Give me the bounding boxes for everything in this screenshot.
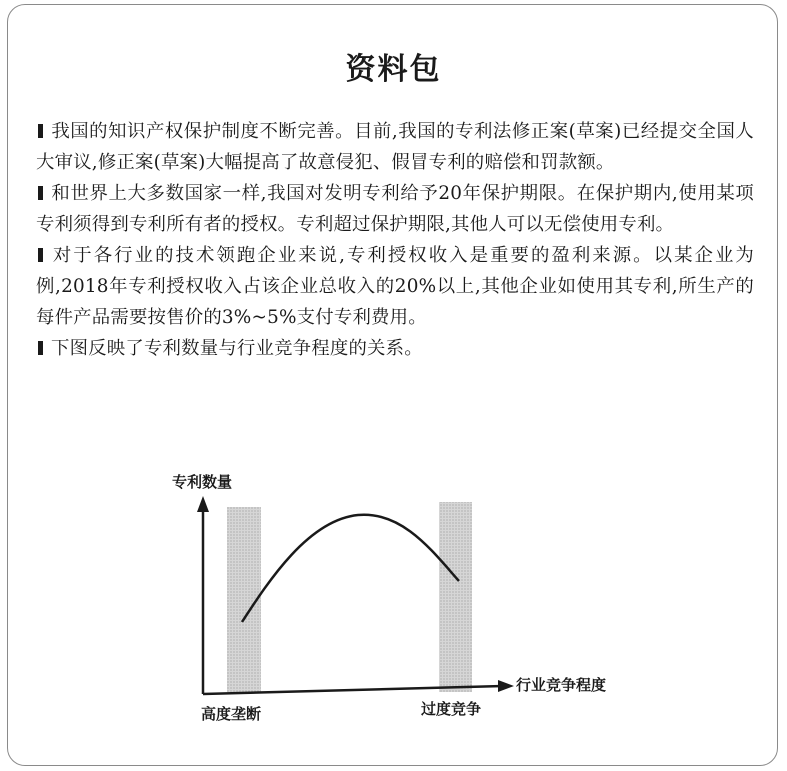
right-band-label: 过度竞争 — [421, 700, 482, 718]
patent-competition-figure — [158, 462, 628, 730]
paragraph-1 — [36, 116, 754, 178]
left-band-label: 高度垄断 — [201, 705, 262, 723]
y-axis-arrow-icon — [197, 496, 209, 512]
paragraph-3-text: 对于各行业的技术领跑企业来说,专利授权收入是重要的盈利来源。以某企业为例,2018年专利授权收入占该企业总收入的20%以上,其他企业如使用其专利,所生产的每件产品需要按售价的3%~5%支付专利费用。 — [36, 245, 754, 328]
bullet-icon — [38, 124, 43, 138]
paragraph-4 — [36, 333, 754, 364]
x-axis-arrow-icon — [498, 680, 514, 692]
patent-curve — [242, 515, 459, 622]
right-band — [439, 502, 472, 692]
paragraph-2 — [36, 178, 754, 240]
y-axis-label: 专利数量 — [172, 473, 233, 491]
bullet-icon — [38, 186, 43, 200]
paragraph-2-text: 和世界上大多数国家一样,我国对发明专利给予20年保护期限。在保护期内,使用某项专利须得到专利所有者的授权。专利超过保护期限,其他人可以无偿使用专利。 — [36, 183, 754, 235]
paragraph-list — [36, 116, 754, 364]
paragraph-3 — [36, 240, 754, 333]
paragraph-1-text: 我国的知识产权保护制度不断完善。目前,我国的专利法修正案(草案)已经提交全国人大审议,修正案(草案)大幅提高了故意侵犯、假冒专利的赔偿和罚款额。 — [36, 121, 754, 173]
x-axis-label: 行业竞争程度 — [516, 676, 607, 694]
page-title: 资料包 — [345, 52, 442, 87]
bullet-icon — [38, 248, 43, 262]
bullet-icon — [38, 341, 43, 355]
paragraph-4-text: 下图反映了专利数量与行业竞争程度的关系。 — [51, 338, 423, 359]
